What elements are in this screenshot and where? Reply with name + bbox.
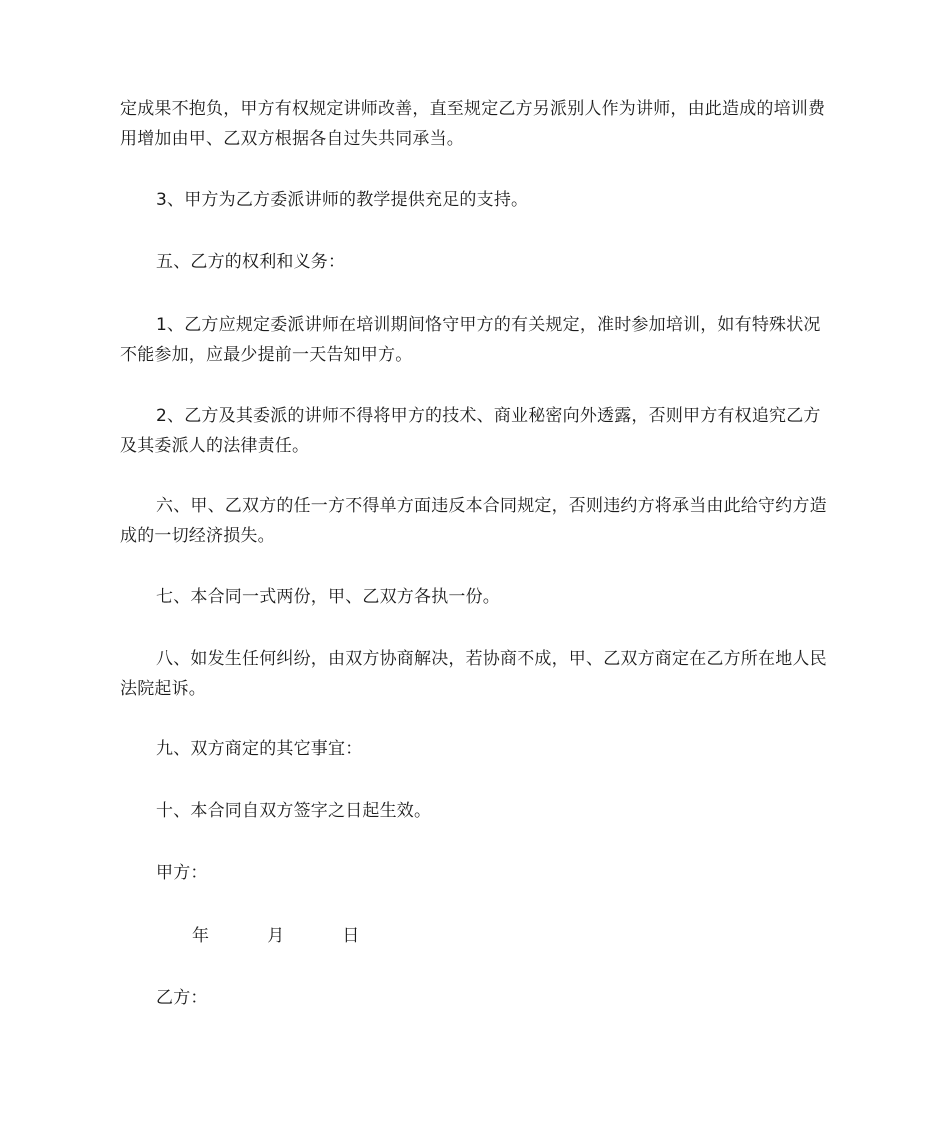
section-5-heading: 五、乙方的权利和义务： [156,252,346,272]
party-a-signature-label: 甲方： [156,863,208,883]
date-line [120,921,832,951]
date-year: 年 [192,926,210,946]
section-7: 七、本合同一式两份，甲、乙双方各执一份。 [156,587,500,607]
date-day: 日 [342,926,360,946]
date-month: 月 [267,926,285,946]
section-9: 九、双方商定的其它事宜： [156,739,363,759]
party-b-signature-label: 乙方： [156,988,208,1008]
section-10: 十、本合同自双方签字之日起生效。 [156,801,432,821]
section-6: 六、甲、乙双方的任一方不得单方面违反本合同规定，否则违约方将承当由此给守约方造成的一切经济损失。 [120,496,827,546]
section-8: 八、如发生任何纠纷，由双方协商解决，若协商不成，甲、乙双方商定在乙方所在地人民法院起诉。 [120,649,827,699]
clause-5-2: 2、乙方及其委派的讲师不得将甲方的技术、商业秘密向外透露，否则甲方有权追究乙方及其委派人的法律责任。 [120,406,821,456]
paragraph-continuation: 定成果不抱负，甲方有权规定讲师改善，直至规定乙方另派别人作为讲师，由此造成的培训费用增加由甲、乙双方根据各自过失共同承当。 [120,99,826,149]
clause-5-1: 1、乙方应规定委派讲师在培训期间恪守甲方的有关规定，准时参加培训，如有特殊状况不能参加，应最少提前一天告知甲方。 [120,315,821,365]
clause-4-3: 3、甲方为乙方委派讲师的教学提供充足的支持。 [156,190,529,210]
